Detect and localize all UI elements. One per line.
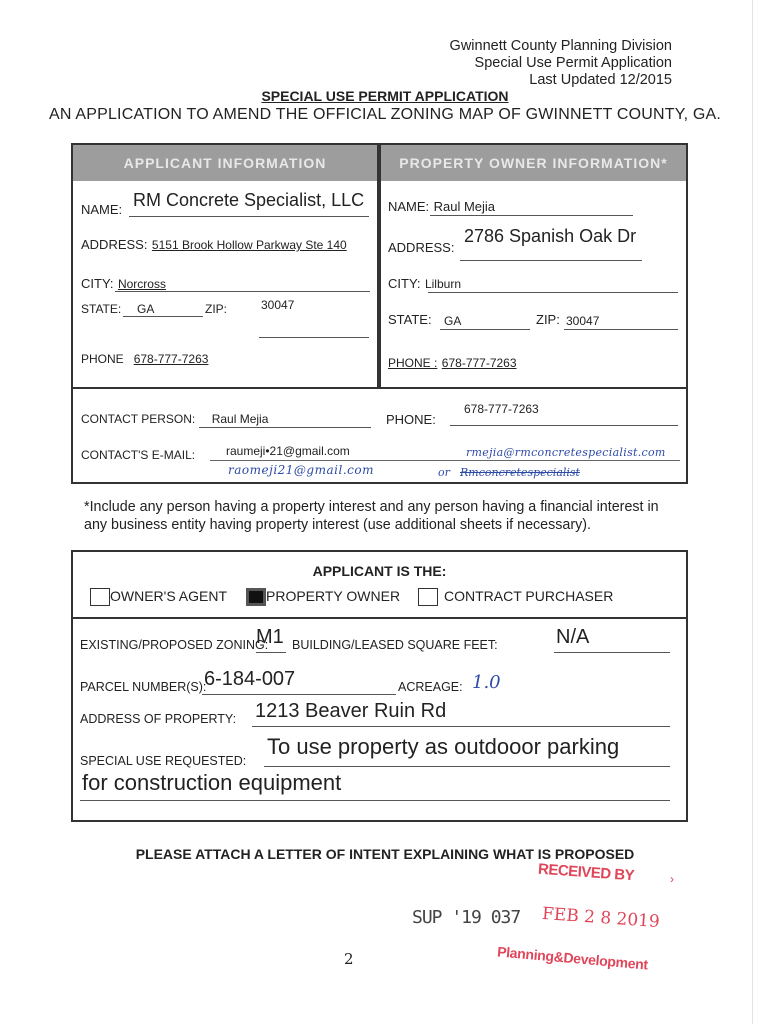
owner-name-label: NAME: xyxy=(388,199,430,214)
applicant-state-line xyxy=(123,316,203,317)
info-divider xyxy=(377,145,381,387)
contract-purchaser-checkbox[interactable] xyxy=(418,588,438,606)
owners-agent-checkbox[interactable] xyxy=(90,588,110,606)
role-property-owner[interactable] xyxy=(246,588,400,606)
applicant-state-value: GA xyxy=(137,302,155,316)
applicant-city-line xyxy=(115,291,370,292)
applicant-name-row xyxy=(81,190,369,216)
contact-person-value: Raul Mejia xyxy=(211,412,269,426)
role-divider xyxy=(71,617,688,619)
owner-address-label: ADDRESS: xyxy=(388,240,455,255)
owner-zip-label: ZIP: xyxy=(536,312,560,327)
acreage-label: ACREAGE: xyxy=(398,680,463,694)
date-stamp: FEB 2 8 2019 xyxy=(541,903,661,933)
owner-city-line xyxy=(428,292,678,293)
owner-name-value: Raul Mejia xyxy=(433,199,496,214)
owner-address-line xyxy=(460,260,642,261)
owner-phone-value: 678-777-7263 xyxy=(441,356,517,370)
page-number: 2 xyxy=(344,950,354,968)
header-line-3: Last Updated 12/2015 xyxy=(529,72,672,88)
parcel-label: PARCEL NUMBER(S): xyxy=(80,680,207,694)
applicant-address-row xyxy=(81,236,373,258)
owner-state-row xyxy=(388,312,680,332)
applicant-address-label: ADDRESS: xyxy=(81,237,148,252)
contact-email-value: raumeji•21@gmail.com xyxy=(226,444,350,458)
owner-state-value: GA xyxy=(444,314,462,328)
special-use-row-2 xyxy=(80,770,670,802)
property-address-value: 1213 Beaver Ruin Rd xyxy=(255,700,447,722)
zoning-value: M1 xyxy=(256,626,284,648)
owner-city-label: CITY: xyxy=(388,276,421,291)
role-contract-purchaser[interactable] xyxy=(418,588,613,606)
contact-phone-line xyxy=(450,425,678,426)
applicant-name-value: RM Concrete Specialist, LLC xyxy=(133,190,365,210)
contact-email-handwritten-struck: Rmconcretespecialist xyxy=(460,466,580,479)
sqft-value: N/A xyxy=(556,626,590,648)
contact-email-label: CONTACT'S E-MAIL: xyxy=(81,448,196,462)
applicant-address-value: 5151 Brook Hollow Parkway Ste 140 xyxy=(151,238,347,252)
sqft-label: BUILDING/LEASED SQUARE FEET: xyxy=(292,638,498,652)
applicant-role-heading: APPLICANT IS THE: xyxy=(312,563,447,579)
form-title: SPECIAL USE PERMIT APPLICATION xyxy=(261,88,509,104)
footnote: *Include any person having a property interest and any person having a financial interest in any business entity having property interest (use additional sheets if necessary). xyxy=(84,499,659,533)
owner-name-line xyxy=(430,215,633,216)
header-line-1: Gwinnett County Planning Division xyxy=(449,38,672,54)
sup-stamp: SUP '19 037 xyxy=(412,907,521,928)
owner-name-row xyxy=(388,198,633,216)
zoning-line xyxy=(256,652,286,653)
zoning-row xyxy=(80,626,670,656)
header-line-2: Special Use Permit Application xyxy=(474,55,672,71)
owner-zip-line xyxy=(564,329,678,330)
received-stamp: RECEIVED BY xyxy=(537,860,635,885)
contact-phone-row xyxy=(386,402,678,426)
applicant-phone-row xyxy=(81,350,281,368)
special-use-line-2 xyxy=(80,800,670,801)
contract-purchaser-label: CONTRACT PURCHASER xyxy=(444,588,614,604)
special-use-row xyxy=(80,734,670,770)
contact-phone-label: PHONE: xyxy=(386,412,436,427)
owner-phone-label: PHONE : xyxy=(388,356,438,370)
owner-city-row xyxy=(388,275,678,293)
special-use-value-1: To use property as outdooor parking xyxy=(267,734,620,759)
special-use-label: SPECIAL USE REQUESTED: xyxy=(80,754,247,768)
parcel-value: 6-184-007 xyxy=(204,668,296,690)
contact-person-line xyxy=(199,427,371,428)
form-subtitle: AN APPLICATION TO AMEND THE OFFICIAL ZONING MAP OF GWINNETT COUNTY, GA. xyxy=(48,106,722,123)
contact-phone-value: 678-777-7263 xyxy=(464,402,539,416)
property-address-line xyxy=(252,726,670,727)
owner-city-value: Lilburn xyxy=(424,277,461,291)
received-stamp-arrow: › xyxy=(670,872,674,886)
special-use-value-2: for construction equipment xyxy=(82,770,342,795)
applicant-city-label: CITY: xyxy=(81,276,114,291)
owner-address-value: 2786 Spanish Oak Dr xyxy=(464,226,637,246)
role-owners-agent[interactable] xyxy=(90,588,227,606)
planning-stamp: Planning&Development xyxy=(496,943,649,973)
attach-note: PLEASE ATTACH A LETTER OF INTENT EXPLAINING WHAT IS PROPOSED xyxy=(135,846,635,862)
applicant-heading: APPLICANT INFORMATION xyxy=(73,145,377,181)
applicant-zip-value: 30047 xyxy=(261,298,295,312)
contact-person-row xyxy=(81,410,371,428)
owner-phone-row xyxy=(388,354,517,372)
applicant-state-row xyxy=(81,298,371,338)
applicant-zip-label: ZIP: xyxy=(205,302,228,316)
applicant-zip-line xyxy=(259,337,369,338)
contact-person-label: CONTACT PERSON: xyxy=(81,412,196,426)
contact-email-handwritten-or: or xyxy=(438,466,450,479)
owner-zip-value: 30047 xyxy=(566,314,600,328)
property-address-row xyxy=(80,700,670,730)
applicant-city-row xyxy=(81,275,370,292)
owner-address-row xyxy=(388,226,644,260)
contact-email-handwritten-1: rmejia@rmconcretespecialist.com xyxy=(466,446,666,459)
applicant-phone-label: PHONE xyxy=(81,352,124,366)
owner-state-label: STATE: xyxy=(388,312,432,327)
document-header xyxy=(450,38,672,89)
applicant-name-line xyxy=(129,216,369,217)
property-owner-checkbox[interactable] xyxy=(246,588,266,606)
contact-email-line xyxy=(210,460,680,461)
applicant-city-value: Norcross xyxy=(117,277,166,291)
owner-heading: PROPERTY OWNER INFORMATION* xyxy=(381,145,686,181)
sqft-line xyxy=(554,652,670,653)
acreage-value: 1.0 xyxy=(472,672,501,693)
property-address-label: ADDRESS OF PROPERTY: xyxy=(80,712,237,726)
applicant-phone-value: 678-777-7263 xyxy=(133,352,209,366)
parcel-line xyxy=(202,694,396,695)
applicant-name-label: NAME: xyxy=(81,202,123,217)
zoning-label: EXISTING/PROPOSED ZONING: xyxy=(80,638,269,652)
property-owner-label: PROPERTY OWNER xyxy=(266,588,401,604)
applicant-state-label: STATE: xyxy=(81,302,122,316)
contact-email-row xyxy=(81,446,195,464)
owner-state-line xyxy=(440,329,530,330)
parcel-row xyxy=(80,668,670,698)
contact-email-handwritten-2: raomeji21@gmail.com xyxy=(228,463,374,477)
owners-agent-label: OWNER'S AGENT xyxy=(110,588,228,604)
scan-edge xyxy=(752,0,753,1024)
special-use-line-1 xyxy=(264,766,670,767)
